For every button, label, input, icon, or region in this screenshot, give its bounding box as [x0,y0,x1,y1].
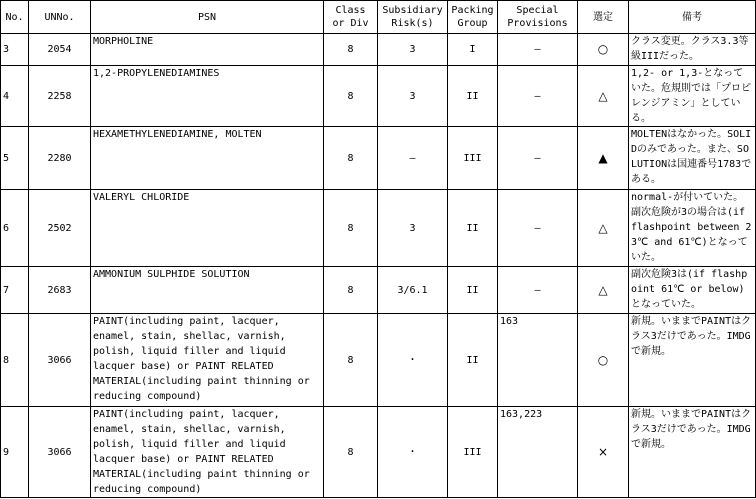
row-subsidiary-risk: ・ [378,314,448,407]
row-no: 3 [1,34,29,66]
row-un-number: 2054 [29,34,91,66]
row-subsidiary-risk: — [378,127,448,190]
row-packing-group: I [448,34,498,66]
header-psn: PSN [91,1,324,34]
row-no: 8 [1,314,29,407]
header-selection: 選定 [578,1,629,34]
row-psn: HEXAMETHYLENEDIAMINE, MOLTEN [91,127,324,190]
row-subsidiary-risk: 3 [378,66,448,127]
row-class: 8 [324,190,378,267]
row-class: 8 [324,66,378,127]
row-no: 5 [1,127,29,190]
row-no: 7 [1,267,29,314]
row-class: 8 [324,34,378,66]
table-row [1,407,756,498]
row-packing-group: II [448,314,498,407]
row-packing-group: II [448,190,498,267]
row-un-number: 2280 [29,127,91,190]
row-no: 9 [1,407,29,498]
row-un-number: 2502 [29,190,91,267]
row-class: 8 [324,127,378,190]
row-psn: 1,2-PROPYLENEDIAMINES [91,66,324,127]
row-special-provisions: 163 [498,314,578,407]
row-selection-mark: ○ [578,34,629,66]
row-un-number: 3066 [29,314,91,407]
row-selection-mark: ▲ [578,127,629,190]
row-selection-mark: △ [578,66,629,127]
row-special-provisions: 163,223 [498,407,578,498]
row-packing-group: III [448,407,498,498]
row-special-provisions: — [498,127,578,190]
row-psn: PAINT(including paint, lacquer, enamel, stain, shellac, varnish, polish, liquid filler and liquid lacquer base) or PAINT RELATED MATERIAL(including paint thinning or reducing compound) [91,407,324,498]
row-psn: AMMONIUM SULPHIDE SOLUTION [91,267,324,314]
header-row [1,1,756,34]
table-row [1,314,756,407]
header-subsidiary-risk: Subsidiary Risk(s) [378,1,448,34]
row-un-number: 2683 [29,267,91,314]
row-remarks: MOLTENはなかった。SOLIDのみであった。また、SOLUTIONは国連番号1783である。 [629,127,756,190]
row-selection-mark: △ [578,190,629,267]
row-class: 8 [324,314,378,407]
row-no: 4 [1,66,29,127]
row-subsidiary-risk: 3 [378,34,448,66]
row-subsidiary-risk: 3/6.1 [378,267,448,314]
row-special-provisions: — [498,66,578,127]
row-class: 8 [324,267,378,314]
row-psn: MORPHOLINE [91,34,324,66]
row-subsidiary-risk: 3 [378,190,448,267]
row-psn: PAINT(including paint, lacquer, enamel, stain, shellac, varnish, polish, liquid filler and liquid lacquer base) or PAINT RELATED MATERIAL(including paint thinning or reducing compound) [91,314,324,407]
row-packing-group: II [448,267,498,314]
row-selection-mark: × [578,407,629,498]
row-selection-mark: △ [578,267,629,314]
row-no: 6 [1,190,29,267]
row-psn: VALERYL CHLORIDE [91,190,324,267]
table-row [1,267,756,314]
row-remarks: normal-が付いていた。副次危険が3の場合は(if flashpoint between 23℃ and 61℃)となっていた。 [629,190,756,267]
row-remarks: 新規。いままでPAINTはクラス3だけであった。IMDGで新規。 [629,407,756,498]
header-class: Class or Div [324,1,378,34]
row-selection-mark: ○ [578,314,629,407]
row-remarks: クラス変更。クラス3.3等級IIIだった。 [629,34,756,66]
header-special-provisions: Special Provisions [498,1,578,34]
row-un-number: 2258 [29,66,91,127]
row-remarks: 新規。いままでPAINTはクラス3だけであった。IMDGで新規。 [629,314,756,407]
table-row [1,34,756,66]
row-special-provisions: — [498,267,578,314]
row-remarks: 1,2- or 1,3-となっていた。危規則では「プロピレンジアミン」としている。 [629,66,756,127]
header-remarks: 備考 [629,1,756,34]
header-no: No. [1,1,29,34]
header-packing-group: Packing Group [448,1,498,34]
table-row [1,66,756,127]
table-row [1,127,756,190]
row-un-number: 3066 [29,407,91,498]
table-row [1,190,756,267]
header-un-number: UNNo. [29,1,91,34]
row-class: 8 [324,407,378,498]
row-remarks: 副次危険3は(if flashpoint 61℃ or below)となっていた。 [629,267,756,314]
row-special-provisions: — [498,190,578,267]
row-subsidiary-risk: ・ [378,407,448,498]
row-special-provisions: — [498,34,578,66]
row-packing-group: II [448,66,498,127]
row-packing-group: III [448,127,498,190]
